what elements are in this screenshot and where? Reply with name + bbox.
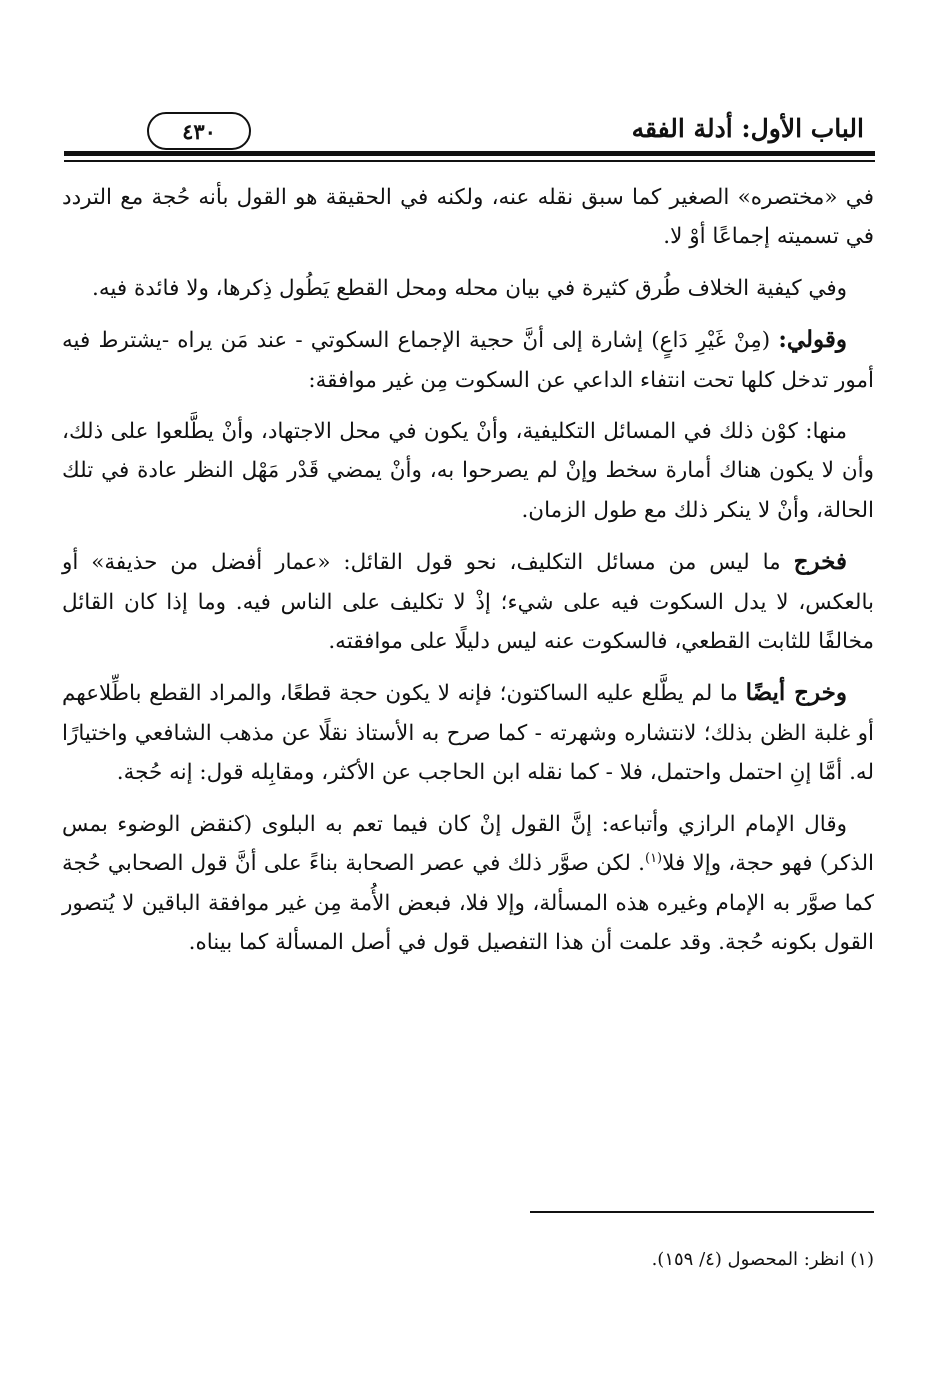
paragraph-7-text-a: وقال الإمام الرازي وأتباعه: إنَّ القول إنْ كان فيما تعم به البلوى (كنقض الوضوء بمس الذكر) فهو حجة، وإلا فلا xyxy=(62,811,874,877)
main-text xyxy=(62,178,874,974)
footnote-marker[interactable]: (١) xyxy=(644,850,663,866)
footnote-separator xyxy=(530,1211,874,1213)
footnote: (١) انظر: المحصول (٤/ ١٥٩). xyxy=(651,1249,874,1270)
running-header xyxy=(0,0,946,170)
paragraph-3-text: (مِنْ غَيْرِ دَاعٍ) إشارة إلى أنَّ حجية الإجماع السكوتي - عند مَن يراه -يشترط فيه أمور تدخل كلها تحت انتفاء الداعي عن السكوت مِن غير موافقة: xyxy=(62,328,874,393)
paragraph-6-text: ما لم يطَّلع عليه الساكتون؛ فإنه لا يكون حجة قطعًا، والمراد القطع باطِّلاعهم أو غلبة الظن بذلك؛ لانتشاره وشهرته - كما صرح به الأستاذ نقلًا عن مذهب الشافعي واختيارًا له. أمَّا إنِ احتمل واحتمل، فلا - كما نقله ابن الحاجب عن الأكثر، ومقابِله قول: إنه حُجة. xyxy=(62,681,874,786)
paragraph-6 xyxy=(62,673,874,792)
paragraph-3 xyxy=(62,320,874,400)
paragraph-2: وفي كيفية الخلاف طُرق كثيرة في بيان محله ومحل القطع يَطُول ذِكرها، ولا فائدة فيه. xyxy=(92,275,847,301)
paragraph-5-text: ما ليس من مسائل التكليف، نحو قول القائل: «عمار أفضل من حذيفة» أو بالعكس، لا يدل السكوت فيه على شيء؛ إذْ لا تكليف على الناس فيه. وما إذا كان القائل مخالفًا للثابت القطعي، فالسكوت عنه ليس دليلًا على موافقته. xyxy=(62,550,874,655)
paragraph-4: منها: كوْن ذلك في المسائل التكليفية، وأنْ يكون في محل الاجتهاد، وأنْ يطَّلعوا على ذلك، وأن لا يكون هناك أمارة سخط وإنْ لم يصرحوا به، وأنْ يمضي قَدْر مَهْل النظر عادة في تلك الحالة، وأنْ لا ينكر ذلك مع طول الزمان. xyxy=(62,419,874,523)
paragraph-6-lead: وخرج أيضًا xyxy=(745,679,847,707)
paragraph-5-lead: فخرج xyxy=(793,548,847,576)
header-rule-thin xyxy=(64,160,875,162)
chapter-title: الباب الأول: أدلة الفقه xyxy=(631,114,864,143)
paragraph-1: في «مختصره» الصغير كما سبق نقله عنه، ولكنه في الحقيقة هو القول بأنه حُجة مع التردد في تسميته إجماعًا أوْ لا. xyxy=(62,185,874,250)
paragraph-7 xyxy=(62,805,874,963)
paragraph-7-text-b: . لكن صوَّر ذلك في عصر الصحابة بناءً على أنَّ قول الصحابي حُجة كما صوَّر به الإمام وغيره هذه المسألة، وإلا فلا، فبعض الأُمة مِن غير موافقة الباقين لا يُتصور القول بكونه حُجة. وقد علمت أن هذا التفصيل قول في أصل المسألة كما بيناه. xyxy=(62,851,874,955)
page-number-badge xyxy=(147,112,251,150)
paragraph-5 xyxy=(62,542,874,661)
paragraph-3-lead: وقولي: xyxy=(778,326,847,354)
header-rule-thick xyxy=(64,151,875,156)
page-number: ٤٣٠ xyxy=(182,118,216,144)
